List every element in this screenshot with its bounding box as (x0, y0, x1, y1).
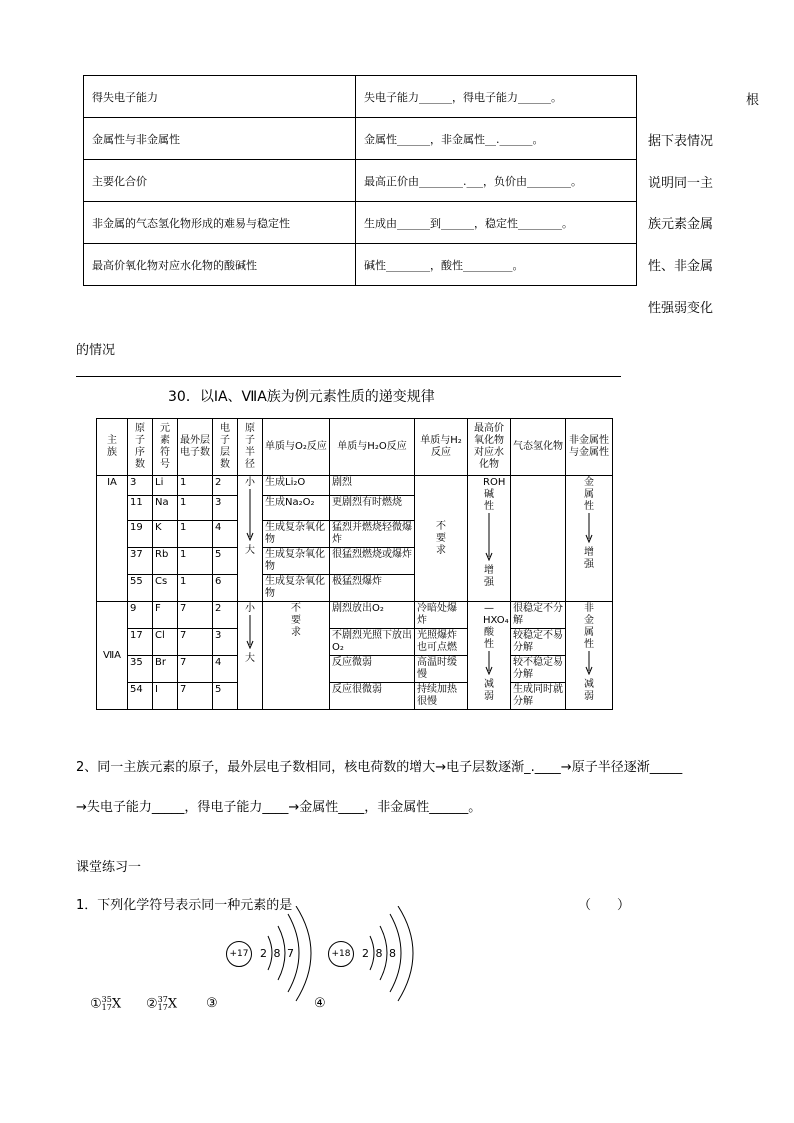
isotope-symbol: X (167, 996, 178, 1012)
cell: 4 (213, 521, 238, 548)
header-cell: 单质与O₂反应 (263, 419, 330, 476)
oxide-trend-label: 增强 (484, 565, 494, 588)
header-cell: 单质与H₂反应 (415, 419, 468, 476)
trend-cell: 碱性________，酸性_________。 (356, 244, 637, 286)
down-arrow-icon (245, 489, 255, 541)
cell: 2 (213, 602, 238, 629)
header-cell: 原子半径 (238, 419, 263, 476)
cell: 极猛烈爆炸 (330, 575, 415, 602)
cell: 冷暗处爆炸 (415, 602, 468, 629)
side-text: 性、非金属 (648, 259, 714, 274)
down-arrow-icon (584, 513, 594, 543)
atom-diagram-2 (328, 906, 468, 1006)
oxide-dash: — (484, 603, 494, 614)
cell: 19 (128, 521, 153, 548)
cell: 较不稳定易分解 (511, 656, 566, 683)
cell: 猛烈并燃烧轻微爆炸 (330, 521, 415, 548)
section-title: 30．以ⅠA、ⅦA族为例元素性质的递变规律 (168, 389, 435, 405)
cell: 剧烈 (330, 476, 415, 496)
header-cell: 单质与H₂O反应 (330, 419, 415, 476)
side-text: 根 (746, 93, 760, 108)
table-row (84, 244, 637, 286)
metal-trend-label: 增强 (584, 547, 594, 570)
table-row (84, 118, 637, 160)
table-row (97, 683, 613, 710)
oxide-label: HXO₄酸性 (483, 615, 509, 650)
shell-electrons: 2 8 7 (260, 947, 294, 960)
table-row (84, 202, 637, 244)
nonmetal-trend-cell (566, 602, 613, 710)
cell: 高温时缓慢 (415, 656, 468, 683)
cell: 生成Li₂O (263, 476, 330, 496)
not-required-cell: 不要求 (263, 602, 330, 710)
cell: 7 (178, 602, 213, 629)
cell: 很猛烈燃烧或爆炸 (330, 548, 415, 575)
table-row (84, 76, 637, 118)
cell: I (153, 683, 178, 710)
cell: 55 (128, 575, 153, 602)
property-cell: 得失电子能力 (84, 76, 356, 118)
cell: Li (153, 476, 178, 496)
cell: 7 (178, 656, 213, 683)
oxide-trend-cell (468, 602, 511, 710)
property-cell: 金属性与非金属性 (84, 118, 356, 160)
radius-small-label: 小 (245, 603, 255, 614)
cell: 3 (213, 496, 238, 521)
answer-bracket: （ ） (578, 898, 631, 913)
side-text: 族元素金属 (648, 217, 714, 232)
cell: 1 (178, 521, 213, 548)
metal-trend-cell (566, 476, 613, 602)
radius-trend-cell (238, 602, 263, 710)
metal-label: 金属性 (584, 477, 594, 512)
hydride-cell (511, 476, 566, 602)
option-number: ① (90, 996, 102, 1012)
cell: 6 (213, 575, 238, 602)
table-header-row (97, 419, 613, 476)
group-label: ⅠA (97, 476, 128, 602)
cell: 5 (213, 548, 238, 575)
down-arrow-icon (484, 651, 494, 675)
option-number: ② (146, 996, 158, 1012)
cell: 更剧烈有时燃烧 (330, 496, 415, 521)
cell: 生成复杂氧化物 (263, 548, 330, 575)
table-row (97, 602, 613, 629)
trend-cell: 生成由______到______，稳定性________。 (356, 202, 637, 244)
divider (76, 376, 621, 377)
down-arrow-icon (484, 513, 494, 561)
header-cell: 最外层电子数 (178, 419, 213, 476)
cell: Cl (153, 629, 178, 656)
cell: 3 (128, 476, 153, 496)
isotope-symbol: X (111, 996, 122, 1012)
option-3: ③ (206, 996, 218, 1011)
nonmetal-trend-label: 减弱 (584, 679, 594, 702)
header-cell: 电子层数 (213, 419, 238, 476)
cell: 1 (178, 548, 213, 575)
side-text: 性强弱变化 (648, 301, 714, 316)
cell: 反应微弱 (330, 656, 415, 683)
cell: 生成Na₂O₂ (263, 496, 330, 521)
side-text: 的情况 (76, 343, 116, 358)
cell: Br (153, 656, 178, 683)
group-properties-table (96, 418, 613, 710)
header-cell: 元素符号 (153, 419, 178, 476)
cell: 11 (128, 496, 153, 521)
cell: 1 (178, 575, 213, 602)
radius-small-label: 小 (245, 477, 255, 488)
cell: 不剧烈光照下放出O₂ (330, 629, 415, 656)
cell: 1 (178, 476, 213, 496)
cell: 17 (128, 629, 153, 656)
cell: 3 (213, 629, 238, 656)
cell: K (153, 521, 178, 548)
exercise-heading: 课堂练习一 (76, 860, 142, 875)
header-cell: 气态氢化物 (511, 419, 566, 476)
cell: 35 (128, 656, 153, 683)
down-arrow-icon (584, 651, 594, 675)
cell: 1 (178, 496, 213, 521)
cell: 4 (213, 656, 238, 683)
header-cell: 原子序数 (128, 419, 153, 476)
cell: 光照爆炸也可点燃 (415, 629, 468, 656)
cell: 9 (128, 602, 153, 629)
trend-cell: 金属性______，非金属性__.______。 (356, 118, 637, 160)
cell: 反应很微弱 (330, 683, 415, 710)
property-cell: 主要化合价 (84, 160, 356, 202)
oxide-trend-label: 减弱 (484, 679, 494, 702)
cell: 2 (213, 476, 238, 496)
cell: 较稳定不易分解 (511, 629, 566, 656)
cell: 生成同时就分解 (511, 683, 566, 710)
table-row (97, 629, 613, 656)
trend-cell: 最高正价由________.___，负价由________。 (356, 160, 637, 202)
nucleus: +18 (328, 941, 354, 967)
trend-paragraph-line: 2、同一主族元素的原子，最外层电子数相同，核电荷数的增大→电子层数逐渐_.____→原子半径逐渐_____ (76, 760, 683, 775)
cell: 5 (213, 683, 238, 710)
isotope-numbers: 37 17 (157, 995, 168, 1012)
trend-paragraph-line: →失电子能力_____，得电子能力____→金属性____，非金属性______。 (76, 800, 482, 815)
trend-cell: 失电子能力______，得电子能力______。 (356, 76, 637, 118)
radius-big-label: 大 (245, 545, 255, 556)
group-label: ⅦA (97, 602, 128, 710)
radius-big-label: 大 (245, 653, 255, 664)
radius-trend-cell (238, 476, 263, 602)
cell: 生成复杂氧化物 (263, 575, 330, 602)
cell: Na (153, 496, 178, 521)
cell: 生成复杂氧化物 (263, 521, 330, 548)
option-2 (146, 996, 177, 1012)
question-text: 1．下列化学符号表示同一种元素的是 (76, 898, 293, 913)
option-1 (90, 996, 121, 1012)
table-row (97, 476, 613, 496)
cell: 37 (128, 548, 153, 575)
cell: 7 (178, 629, 213, 656)
oxide-label: ROH碱性 (483, 477, 506, 512)
header-cell: 最高价氧化物对应水化物 (468, 419, 511, 476)
down-arrow-icon (245, 615, 255, 649)
cell: 54 (128, 683, 153, 710)
property-cell: 非金属的气态氢化物形成的难易与稳定性 (84, 202, 356, 244)
nonmetal-label: 非金属性 (584, 603, 594, 650)
oxide-trend-cell (468, 476, 511, 602)
table-row (97, 656, 613, 683)
header-cell: 非金属性与金属性 (566, 419, 613, 476)
side-text: 说明同一主 (648, 176, 714, 191)
header-cell: 主族 (97, 419, 128, 476)
nucleus: +17 (226, 941, 252, 967)
option-4: ④ (314, 996, 326, 1011)
shell-electrons: 2 8 8 (362, 947, 396, 960)
cell: 持续加热很慢 (415, 683, 468, 710)
trend-table (83, 75, 637, 286)
side-text: 据下表情况 (648, 134, 714, 149)
cell: 7 (178, 683, 213, 710)
cell: 很稳定不分解 (511, 602, 566, 629)
cell: Cs (153, 575, 178, 602)
cell: 剧烈放出O₂ (330, 602, 415, 629)
not-required-cell: 不要求 (415, 476, 468, 602)
table-row (84, 160, 637, 202)
cell: Rb (153, 548, 178, 575)
isotope-numbers: 35 17 (101, 995, 112, 1012)
cell: F (153, 602, 178, 629)
property-cell: 最高价氧化物对应水化物的酸碱性 (84, 244, 356, 286)
